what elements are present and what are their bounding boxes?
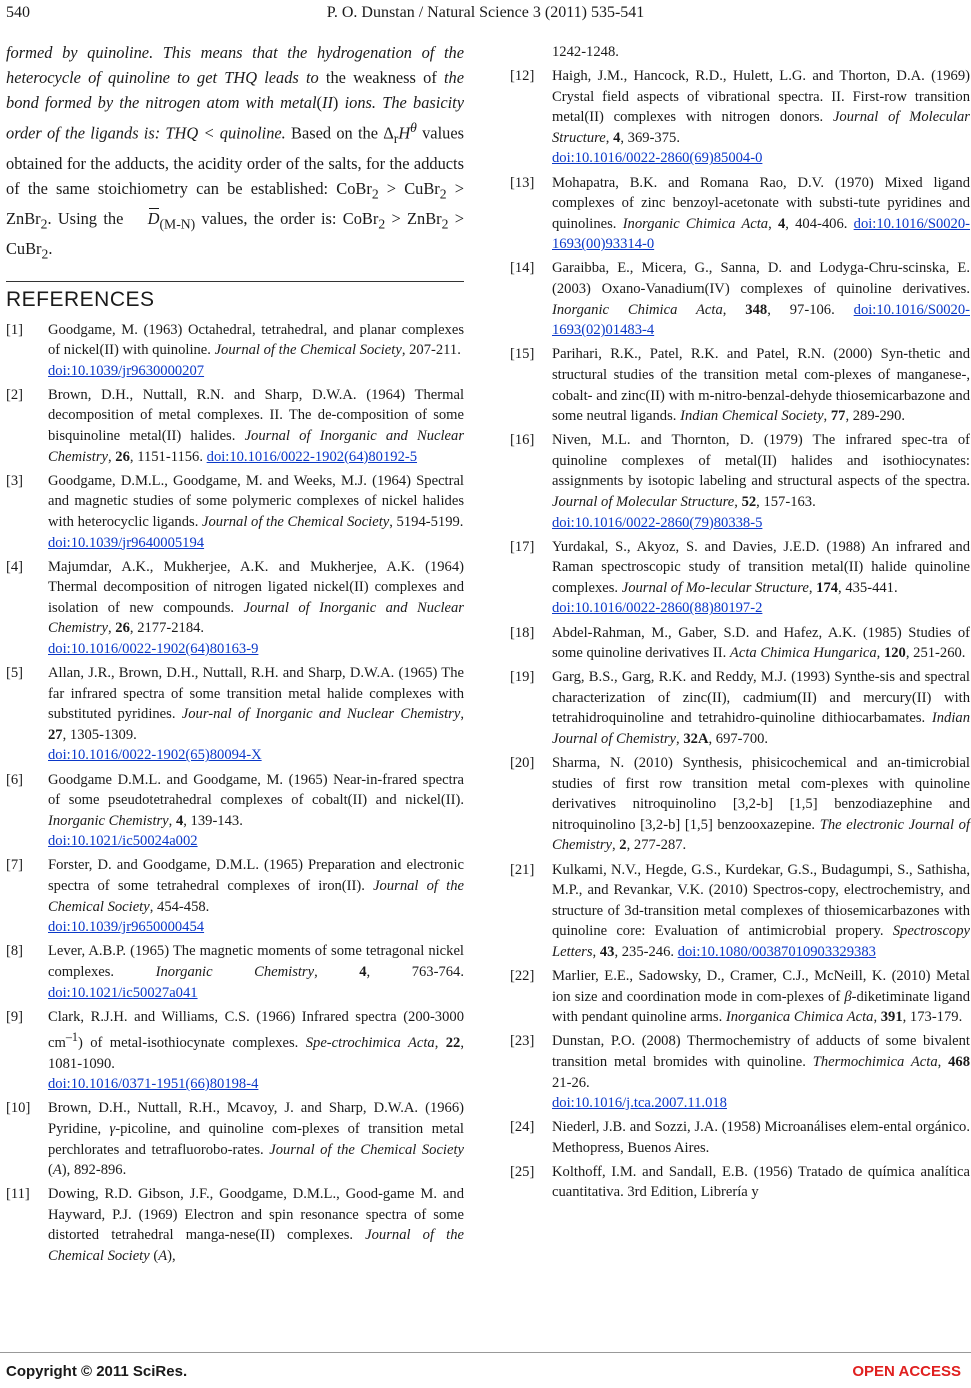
reference-item: [510, 1117, 970, 1158]
reference-authors: Niven, M.L. and Thornton, D. (1979) The infrared spec-tra of quinoline complexes of metal(II) halides and isothiocynates: assignments by isotopic labeling and structural aspects of the spectra.: [552, 432, 970, 490]
reference-body: Kulkami, N.V., Hegde, G.S., Kurdekar, G.S., Budagumpi, S., Sathisha, M.P., and Revankar, V.K. (2010) Spectros-copy, electrochemistry, and structure of 3d-transition metal complexes of thiosemicarbazones with quinoline core: Evaluation of antimicrobial propery. Spectroscopy Letters, 43, 235-246. doi:10.1080/00387010903329383: [552, 861, 970, 960]
reference-volume: 22: [445, 1035, 461, 1052]
reference-body: Majumdar, A.K., Mukherjee, A.K. and Mukherjee, A.K. (1964) Thermal decomposition of nitrogen ligated nickel(II) complexes and isolation of new compounds. Journal of Inorganic and Nuclear Chemistry, 26, 2177-2184.: [48, 558, 464, 637]
copyright-notice: Copyright © 2011 SciRes.: [6, 1363, 188, 1380]
reference-body: [48, 1100, 464, 1178]
reference-number: [12]: [510, 68, 535, 85]
reference-authors: Abdel-Rahman, M., Gaber, S.D. and Hafez, A.K. (1985) Studies of some quinoline derivatives II.: [552, 624, 970, 662]
reference-title-cont: -diketiminate ligand with pendant quinoline arms.: [552, 988, 970, 1026]
reference-number: [2]: [6, 386, 24, 403]
reference-item: [510, 344, 970, 426]
reference-number: [21]: [510, 861, 535, 878]
reference-item: [510, 966, 970, 1028]
reference-volume: 468: [948, 1053, 971, 1070]
reference-volume: 4: [613, 129, 621, 146]
reference-authors: Kolthoff, I.M. and Sandall, E.B. (1956) Tratado de química analítica cuantitativa. 3rd Edition, Librería y: [552, 1163, 970, 1201]
reference-pages: (: [149, 1247, 159, 1264]
reference-authors: Dunstan, P.O. (2008) Thermochemistry of adducts of some bivalent transition metal bromides with quinoline.: [552, 1033, 970, 1070]
reference-body: Parihari, R.K., Patel, R.K. and Patel, R.N. (2000) Syn-thetic and structural studies of the transition metal com-plexes of manganese-, cobalt- and zinc(II) with m-nitro-benzal-dehyde thiosemicarbazone and some neutral ligands. Indian Chemical Society, 77, 289-290.: [552, 346, 970, 425]
reference-pages: , 139-143.: [183, 812, 243, 829]
page-footer: [6, 1363, 961, 1385]
reference-journal: Spe-ctrochimica Acta: [305, 1035, 435, 1052]
reference-number: [4]: [6, 558, 24, 575]
reference-volume: 4: [359, 963, 367, 980]
reference-volume: 4: [175, 812, 184, 829]
reference-pages: ), 892-896.: [61, 1162, 127, 1179]
reference-item: [6, 320, 464, 382]
reference-volume: 391: [880, 1009, 903, 1026]
reference-journal: Journal of Molecular Structure: [552, 109, 970, 146]
reference-authors: Mohapatra, B.K. and Romana Rao, D.V. (1970) Mixed ligand complexes of zinc benzoyl-acetonate with substi-tute pyridines and quinolines.: [552, 174, 970, 232]
reference-pages: , 454-458.: [149, 898, 210, 915]
reference-pages: 21-26.: [552, 1074, 590, 1091]
reference-pages: , 277-287.: [626, 837, 687, 854]
reference-journal: Journal of the Chemical Society: [48, 1227, 464, 1264]
reference-journal: Spectroscopy Letters: [552, 923, 970, 960]
reference-body: [48, 1186, 464, 1264]
reference-number: [7]: [6, 857, 24, 874]
reference-number: [24]: [510, 1119, 535, 1136]
reference-doi-link[interactable]: doi:10.1016/0022-1902(65)80094-X: [48, 747, 262, 764]
reference-item: [510, 173, 970, 255]
reference-volume: 4: [777, 215, 786, 232]
reference-pages: (: [48, 1162, 53, 1179]
reference-number: [23]: [510, 1033, 535, 1050]
reference-journal: Journal of Mo-lecular Structure: [621, 579, 809, 596]
reference-item: [6, 1184, 464, 1266]
reference-volume: 26: [115, 620, 130, 637]
reference-body: [552, 1119, 970, 1156]
reference-pages: ),: [167, 1247, 176, 1264]
reference-number: [17]: [510, 538, 535, 555]
reference-number: [19]: [510, 669, 535, 686]
reference-item: [6, 471, 464, 553]
reference-list-right: [510, 42, 970, 1207]
reference-pages: , 5194-5199.: [389, 513, 464, 530]
reference-list-left: [6, 320, 464, 1267]
reference-symbol: β: [844, 988, 852, 1005]
reference-pages: , 435-441.: [838, 579, 898, 596]
reference-volume: 2: [619, 837, 627, 854]
reference-authors: Garg, B.S., Garg, R.K. and Reddy, M.J. (1993) Synthe-sis and spectral characterization of zinc(II), cadmium(II) and mercury(II) with tetrahidroquinoline and tetrahidro-quinoline dithiocarbamates.: [552, 669, 970, 727]
reference-body: [48, 473, 464, 530]
reference-authors: Clark, R.J.H. and Williams, C.S. (1966) Infrared spectra (200-3000 cm: [48, 1008, 464, 1052]
reference-doi-link[interactable]: doi:10.1039/jr9630000207: [48, 362, 205, 379]
reference-authors: Goodgame, D.M.L., Goodgame, M. and Weeks, M.J. (1964) Spectral and magnetic studies of some polymeric complexes of nickel halides with heterocyclic ligands.: [48, 472, 464, 530]
reference-pages: , 1305-1309.: [62, 726, 137, 743]
reference-doi-link[interactable]: doi:10.1039/jr9640005194: [48, 534, 205, 551]
reference-pages: , 1081-1090.: [48, 1035, 464, 1072]
reference-authors: Majumdar, A.K., Mukherjee, A.K. and Mukherjee, A.K. (1964) Thermal decomposition of nitrogen ligated nickel(II) complexes and isolation of new compounds.: [48, 558, 464, 616]
reference-body: Brown, D.H., Nuttall, R.N. and Sharp, D.W.A. (1964) Thermal decomposition of metal complexes. II. The de-composition of some bisquinoline metal(II) halides. Journal of Inorganic and Nuclear Chemistry, 26, 1151-1156. doi:10.1016/0022-1902(64)80192-5: [48, 386, 465, 465]
reference-item: [510, 258, 970, 340]
reference-journal: Thermochimica Acta: [812, 1053, 938, 1070]
reference-number: [11]: [6, 1186, 30, 1203]
reference-doi-link[interactable]: doi:10.1080/00387010903329383: [677, 943, 876, 960]
reference-item: [510, 66, 970, 169]
reference-title-cont: ) of metal-isothiocynate complexes.: [78, 1035, 306, 1052]
reference-item: [510, 623, 970, 664]
reference-number: [8]: [6, 943, 24, 960]
reference-journal: Journal of the Chemical Society: [214, 342, 402, 359]
reference-doi-link[interactable]: doi:10.1021/ic50024a002: [48, 833, 198, 850]
reference-journal: Journal of Inorganic and Nuclear Chemistry: [48, 599, 464, 637]
reference-journal: Journal of the Chemical Society: [48, 878, 464, 915]
left-column: [6, 40, 464, 1270]
reference-superscript: –1: [65, 1030, 78, 1045]
reference-pages: , 235-246.: [614, 943, 678, 960]
reference-item: [6, 855, 464, 937]
reference-pages: , 369-375.: [620, 129, 680, 146]
reference-pages: , 2177-2184.: [129, 620, 205, 637]
reference-item: [510, 1031, 970, 1113]
reference-volume: 43: [599, 943, 615, 960]
footer-divider: [0, 1352, 971, 1353]
reference-item: [6, 663, 464, 766]
reference-item: [6, 1007, 464, 1095]
page-header: [6, 4, 965, 26]
reference-doi-link[interactable]: doi:10.1021/ic50027a041: [48, 984, 198, 1001]
open-access-label: OPEN ACCESS: [852, 1363, 961, 1380]
reference-body: [48, 322, 464, 359]
reference-body: Abdel-Rahman, M., Gaber, S.D. and Hafez, A.K. (1985) Studies of some quinoline derivatives II. Acta Chimica Hungarica, 120, 251-260.: [552, 624, 970, 662]
reference-number: [13]: [510, 174, 535, 191]
reference-number: [22]: [510, 968, 535, 985]
reference-body: Dunstan, P.O. (2008) Thermochemistry of adducts of some bivalent transition metal bromides with quinoline. Thermochimica Acta, 468 21-26.: [552, 1033, 971, 1091]
reference-journal: Acta Chimica Hungarica: [729, 645, 877, 662]
reference-doi-link[interactable]: doi:10.1016/S0020-1693(02)01483-4: [552, 301, 970, 339]
reference-body: Garaibba, E., Micera, G., Sanna, D. and Lodyga-Chru-scinska, E. (2003) Oxano-Vanadium(IV) complexes of quinoline derivatives. Inorganic Chimica Acta, 348, 97-106. doi:10.1016/S0020-1693(02)01483-4: [552, 260, 970, 339]
reference-journal: Inorganic Chemistry: [48, 812, 169, 829]
reference-authors: Goodgame D.M.L. and Goodgame, M. (1965) Near-in-frared spectra of some pseudotetrahedral complexes of cobalt(II) and nickel(II).: [48, 771, 464, 809]
reference-volume: 174: [816, 579, 839, 596]
reference-body: Allan, J.R., Brown, D.H., Nuttall, R.H. and Sharp, D.W.A. (1965) The far infrared spectra of some transition metal halide complexes with substituted pyridines. Jour-nal of Inorganic and Nuclear Chemistry, 27, 1305-1309.: [48, 665, 464, 743]
reference-item: [6, 941, 464, 1003]
reference-body: Mohapatra, B.K. and Romana Rao, D.V. (1970) Mixed ligand complexes of zinc benzoyl-acetonate with substi-tute pyridines and quinolines. Inorganic Chimica Acta, 4, 404-406. doi:10.1016/S0020-1693(00)93314-0: [552, 174, 970, 253]
reference-item: [510, 753, 970, 856]
reference-pages: , 1151-1156.: [129, 448, 207, 465]
reference-pages: 1242-1248.: [552, 44, 619, 60]
reference-body: [552, 1164, 970, 1201]
reference-body: Yurdakal, S., Akyoz, S. and Davies, J.E.D. (1988) An infrared and Raman spectroscopic study of transition metal(II) halide quinoline complexes. Journal of Mo-lecular Structure, 174, 435-441.: [552, 538, 970, 596]
reference-volume: 348: [745, 301, 768, 318]
reference-number: [1]: [6, 321, 24, 338]
reference-body: Sharma, N. (2010) Synthesis, phisicochemical and an-timicrobial studies of first row transition metal com-plexes with quinoline derivatives nitroquinolino [3,2-b] [1,5] benzodiazephine and nitroquinolino [3,2-b] [1,5] benzooxazepine. The electronic Journal of Chemistry, 2, 277-287.: [552, 755, 970, 854]
reference-doi-link[interactable]: doi:10.1016/0022-2860(69)85004-0: [552, 150, 763, 167]
reference-volume: 26: [115, 448, 130, 465]
reference-pages: , 404-406.: [785, 215, 854, 232]
reference-authors: Yurdakal, S., Akyoz, S. and Davies, J.E.D. (1988) An infrared and Raman spectroscopic study of transition metal(II) halide quinoline complexes.: [552, 538, 970, 596]
reference-item: [6, 557, 464, 660]
reference-doi-link[interactable]: doi:10.1016/0371-1951(66)80198-4: [48, 1076, 259, 1093]
reference-series: A: [158, 1247, 168, 1264]
reference-volume: 32A: [683, 731, 709, 747]
reference-journal: Journal of Molecular Structure: [552, 493, 735, 510]
reference-continuation: [510, 42, 970, 63]
reference-body: Haigh, J.M., Hancock, R.D., Hulett, L.G. and Thorton, D.A. (1969) Crystal field aspects of vibrational spectra. II. First-row transition metal(II) complexes with nitrogen donors. Journal of Molecular Structure, 4, 369-375.: [552, 68, 970, 146]
reference-journal: The electronic Journal of Chemistry: [552, 816, 970, 854]
reference-item: [510, 860, 970, 963]
reference-pages: , 289-290.: [845, 408, 906, 425]
reference-journal: Journal of Inorganic and Nuclear Chemistry: [48, 428, 465, 465]
reference-item: [510, 667, 970, 749]
reference-authors: Garaibba, E., Micera, G., Sanna, D. and Lodyga-Chru-scinska, E. (2003) Oxano-Vanadium(IV) complexes of quinoline derivatives.: [552, 260, 970, 298]
reference-item: [510, 1162, 970, 1203]
reference-number: [16]: [510, 432, 535, 449]
reference-number: [9]: [6, 1008, 24, 1025]
reference-number: [15]: [510, 346, 535, 363]
reference-number: [10]: [6, 1100, 31, 1117]
reference-authors: Parihari, R.K., Patel, R.K. and Patel, R.N. (2000) Syn-thetic and structural studies of the transition metal com-plexes of manganese-, cobalt- and zinc(II) with m-nitro-benzal-dehyde thiosemicarbazone and some neutral ligands.: [552, 346, 970, 425]
reference-pages: , 97-106.: [767, 301, 854, 318]
page-number: 540: [6, 4, 30, 21]
reference-authors: Lever, A.B.P. (1965) The magnetic moments of some tetragonal nickel complexes.: [48, 943, 464, 980]
reference-authors: Marlier, E.E., Sadowsky, D., Cramer, C.J., McNeill, K. (2010) Metal ion size and coordination mode in com-plexes of: [552, 968, 970, 1005]
reference-pages: , 207-211.: [401, 342, 461, 359]
reference-volume: 27: [48, 726, 63, 743]
reference-body: Niven, M.L. and Thornton, D. (1979) The infrared spec-tra of quinoline complexes of metal(II) halides and isothiocynates: assignments by isotopic labeling and structural aspects of the spectra. Journal of Molecular Structure, 52, 157-163.: [552, 432, 970, 510]
reference-number: [3]: [6, 472, 24, 489]
reference-journal: Inorganic Chimica Acta: [622, 215, 769, 232]
reference-body: Clark, R.J.H. and Williams, C.S. (1966) Infrared spectra (200-3000 $cm^{-1}$) of metal-isothiocynate complexes. Spe-ctrochimica Acta, 22, 1081-1090.: [48, 1008, 464, 1072]
reference-item: [6, 770, 464, 852]
reference-authors: Niederl, J.B. and Sozzi, J.A. (1958) Microanálises elem-ental orgánico. Methopress, Buenos Aires.: [552, 1119, 970, 1156]
running-head: P. O. Dunstan / Natural Science 3 (2011) 535-541: [326, 4, 645, 21]
reference-number: [5]: [6, 665, 24, 682]
reference-body: Lever, A.B.P. (1965) The magnetic moments of some tetragonal nickel complexes. Inorganic Chemistry, 4, 763-764. doi:10.1021/ic50027a041: [48, 943, 464, 1001]
reference-journal: Jour-nal of Inorganic and Nuclear Chemistry: [181, 706, 461, 723]
section-divider: [6, 281, 464, 282]
reference-symbol: γ: [109, 1120, 116, 1137]
reference-volume: 77: [830, 408, 846, 425]
reference-body: Marlier, E.E., Sadowsky, D., Cramer, C.J., McNeill, K. (2010) Metal ion size and coordination mode in com-plexes of β-diketiminate ligand with pendant quinoline arms. Inorganica Chimica Acta, 391, 173-179.: [552, 968, 970, 1026]
reference-journal: Inorganica Chimica Acta: [725, 1009, 874, 1026]
reference-journal: Journal of the Chemical Society: [269, 1141, 464, 1158]
reference-body: Garg, B.S., Garg, R.K. and Reddy, M.J. (1993) Synthe-sis and spectral characterization of zinc(II), cadmium(II) and mercury(II) with tetrahidroquinoline and tetrahidro-quinoline dithiocarbamates. Indian Journal of Chemistry, 32A, 697-700.: [552, 669, 970, 747]
reference-item: [510, 430, 970, 533]
reference-pages: , 173-179.: [902, 1009, 963, 1026]
reference-doi-link[interactable]: doi:10.1016/0022-2860(79)80338-5: [552, 514, 763, 531]
reference-series: A: [52, 1162, 62, 1179]
reference-doi-link[interactable]: doi:10.1016/0022-2860(88)80197-2: [552, 600, 763, 617]
reference-pages: , 763-764.: [366, 963, 464, 980]
reference-journal: Journal of the Chemical Society: [202, 513, 390, 530]
reference-pages: , 697-700.: [708, 731, 769, 747]
reference-doi-link[interactable]: doi:10.1039/jr9650000454: [48, 919, 205, 936]
reference-volume: 52: [741, 493, 757, 510]
reference-journal: Indian Chemical Society: [680, 408, 824, 425]
reference-pages: , 251-260.: [905, 645, 966, 662]
reference-doi-link[interactable]: doi:10.1016/0022-1902(64)80192-5: [206, 448, 418, 465]
reference-authors: Haigh, J.M., Hancock, R.D., Hulett, L.G. and Thorton, D.A. (1969) Crystal field aspects of vibrational spectra. II. First-row transition metal(II) complexes with nitrogen donors.: [552, 68, 970, 126]
reference-item: [6, 385, 464, 467]
reference-authors: Goodgame, M. (1963) Octahedral, tetrahedral, and planar complexes of nickel(II) with quinoline.: [48, 321, 464, 359]
reference-journal: Indian Journal of Chemistry: [552, 710, 970, 747]
reference-authors: Forster, D. and Goodgame, D.M.L. (1965) Preparation and electronic spectra of some tetrahedral complexes of iron(II).: [48, 857, 464, 895]
reference-number: [18]: [510, 624, 535, 641]
reference-volume: 120: [883, 645, 906, 662]
reference-number: [25]: [510, 1163, 535, 1180]
reference-doi-link[interactable]: doi:10.1016/j.tca.2007.11.018: [552, 1095, 727, 1112]
reference-number: [6]: [6, 771, 24, 788]
reference-number: [14]: [510, 260, 535, 277]
reference-journal: Inorganic Chemistry: [155, 963, 315, 980]
references-heading: REFERENCES: [6, 287, 155, 311]
reference-body: Goodgame D.M.L. and Goodgame, M. (1965) Near-in-frared spectra of some pseudotetrahedral complexes of cobalt(II) and nickel(II). Inorganic Chemistry, 4, 139-143.: [48, 771, 464, 829]
reference-authors: Allan, J.R., Brown, D.H., Nuttall, R.H. and Sharp, D.W.A. (1965) The far infrared spectra of some transition metal halide complexes with substituted pyridines.: [48, 665, 464, 723]
reference-journal: Inorganic Chimica Acta: [552, 301, 723, 318]
reference-authors: Sharma, N. (2010) Synthesis, phisicochemical and an-timicrobial studies of first row transition metal com-plexes with quinoline derivatives nitroquinolino [3,2-b] [1,5] benzodiazephine and nitroquinolino [3,2-b] [1,5] benzooxazepine.: [552, 755, 970, 833]
reference-authors: Kulkami, N.V., Hegde, G.S., Kurdekar, G.S., Budagumpi, S., Sathisha, M.P., and Revankar, V.K. (2010) Spectros-copy, electrochemistry, and structure of 3d-transition metal complexes of thiosemicarbazones with quinoline core: Evaluation of antimicrobial propery.: [552, 861, 970, 940]
reference-doi-link[interactable]: doi:10.1016/S0020-1693(00)93314-0: [552, 215, 970, 253]
reference-doi-link[interactable]: doi:10.1016/0022-1902(64)80163-9: [48, 641, 259, 657]
reference-item: [510, 537, 970, 619]
reference-authors: Brown, D.H., Nuttall, R.N. and Sharp, D.W.A. (1964) Thermal decomposition of metal complexes. II. The de-composition of some bisquinoline metal(II) halides.: [48, 386, 464, 445]
reference-pages: , 157-163.: [756, 493, 816, 510]
reference-authors: Brown, D.H., Nuttall, R.H., Mcavoy, J. and Sharp, D.W.A. (1966) Pyridine,: [48, 1100, 464, 1137]
reference-body: [48, 857, 464, 914]
reference-authors: Dowing, R.D. Gibson, J.F., Goodgame, D.M.L., Good-game M. and Hayward, P.J. (1969) Electron and spin resonance spectra of some distorted tetrahedral manga-nese(II) complexes.: [48, 1186, 464, 1244]
reference-item: [6, 1098, 464, 1180]
reference-number: [20]: [510, 755, 535, 772]
conclusion-paragraph: formed by quinoline. This means that the hydrogenation of the heterocycle of quinoline to get THQ leads to the weakness of the bond formed by the nitrogen atom with metal(II) ions. The basicity order of the ligands is: THQ < quinoline. Based on the $\Delta_rH^\theta$ values obtained for the adducts, the acidity order of the salts, for the adducts of the same stoichiometry can be established: CoBr$_2$ > CuBr$_2$ > ZnBr$_2$. Using the $D_{(M-N)}$ values, the order is: CoBr$_2$ > ZnBr$_2$ > CuBr$_2$.: [6, 43, 464, 262]
reference-title-cont: -picoline, and quinoline com-plexes of transition metal perchlorates and tetrafluorobo-rates.: [48, 1120, 464, 1158]
